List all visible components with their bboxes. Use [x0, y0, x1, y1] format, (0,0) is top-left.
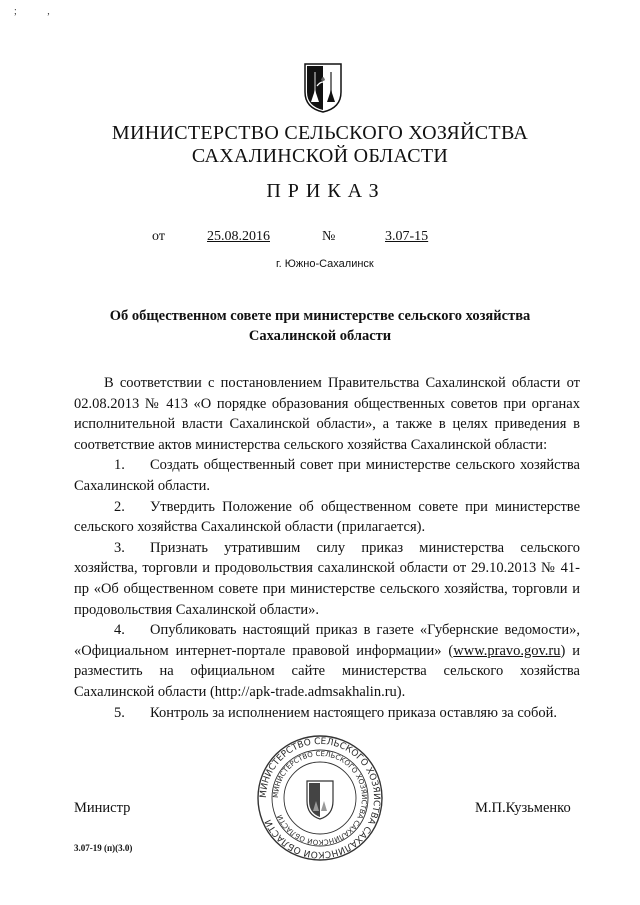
item-text: Утвердить Положение об общественном совете при министерстве сельского хозяйства Сахалинской области (прилагается). — [74, 498, 580, 536]
order-subject — [40, 306, 600, 346]
seal-inner-text: МИНИСТЕРСТВО СЕЛЬСКОГО ХОЗЯЙСТВА САХАЛИНСКОЙ ОБЛАСТИ — [271, 749, 369, 847]
sakhalin-coat-of-arms-icon — [303, 62, 343, 114]
item-number: 4. — [114, 622, 125, 639]
subject-line2: Сахалинской области — [248, 328, 392, 344]
order-item-4 — [74, 620, 580, 702]
order-from-label: от — [152, 229, 165, 244]
order-number: 3.07-15 — [385, 229, 429, 244]
pravo-link[interactable]: www.pravo.gov.ru — [453, 642, 561, 659]
item-number: 1. — [114, 457, 125, 474]
seal-outer-text: МИНИСТЕРСТВО СЕЛЬСКОГО ХОЗЯЙСТВА САХАЛИНСКОЙ ОБЛАСТИ — [258, 736, 382, 860]
signature-name: М.П.Кузьменко — [475, 800, 571, 816]
subject-line1: Об общественном совете при министерстве сельского хозяйства — [109, 308, 531, 324]
ministry-name-line2: САХАЛИНСКОЙ ОБЛАСТИ — [191, 145, 449, 167]
item-text: Контроль за исполнением настоящего приказа оставляю за собой. — [150, 704, 558, 721]
signature-title: Министр — [74, 800, 131, 816]
item-text: Признать утратившим силу приказ министерства сельского хозяйства, торговли и продовольствия сахалинской области от 29.10.2013 № 41-пр «Об общественном совете при министерстве сельского хозяйства, торговли и продовольствия Сахалинской области». — [74, 539, 580, 618]
city-label: г. Южно-Сахалинск — [276, 258, 374, 270]
scan-marks: ; , — [14, 6, 64, 17]
order-item-2 — [74, 497, 580, 538]
order-body — [74, 373, 580, 723]
order-title: ПРИКАЗ — [266, 180, 386, 202]
item-text: Опубликовать настоящий приказ в газете «Губернские ведомости», «Официальном интернет-портале правовой информации» ( — [74, 622, 580, 659]
item-number: 2. — [114, 498, 125, 515]
order-number-label: № — [322, 229, 336, 244]
official-seal-icon — [255, 733, 385, 863]
item-number: 3. — [114, 539, 125, 556]
order-date: 25.08.2016 — [207, 229, 270, 244]
order-item-3 — [74, 538, 580, 620]
ministry-name-line1: МИНИСТЕРСТВО СЕЛЬСКОГО ХОЗЯЙСТВА — [111, 122, 529, 144]
item-number: 5. — [114, 704, 125, 721]
item-text-cont: ) и разместить на официальном сайте министерства сельского хозяйства Сахалинской области (http://apk-trade.admsakhalin.ru). — [74, 642, 580, 700]
intro-paragraph: В соответствии с постановлением Правительства Сахалинской области от 02.08.2013 № 413 «О порядке образования общественных советов при органах исполнительной власти Сахалинской области», а также в целях приведения в соответствие актов министерства сельского хозяйства Сахалинской области: — [74, 375, 580, 453]
item-text: Создать общественный совет при министерстве сельского хозяйства Сахалинской области. — [74, 457, 580, 494]
order-item-5 — [74, 703, 580, 724]
document-code: 3.07-19 (п)(3.0) — [74, 843, 133, 853]
order-item-1 — [74, 455, 580, 496]
